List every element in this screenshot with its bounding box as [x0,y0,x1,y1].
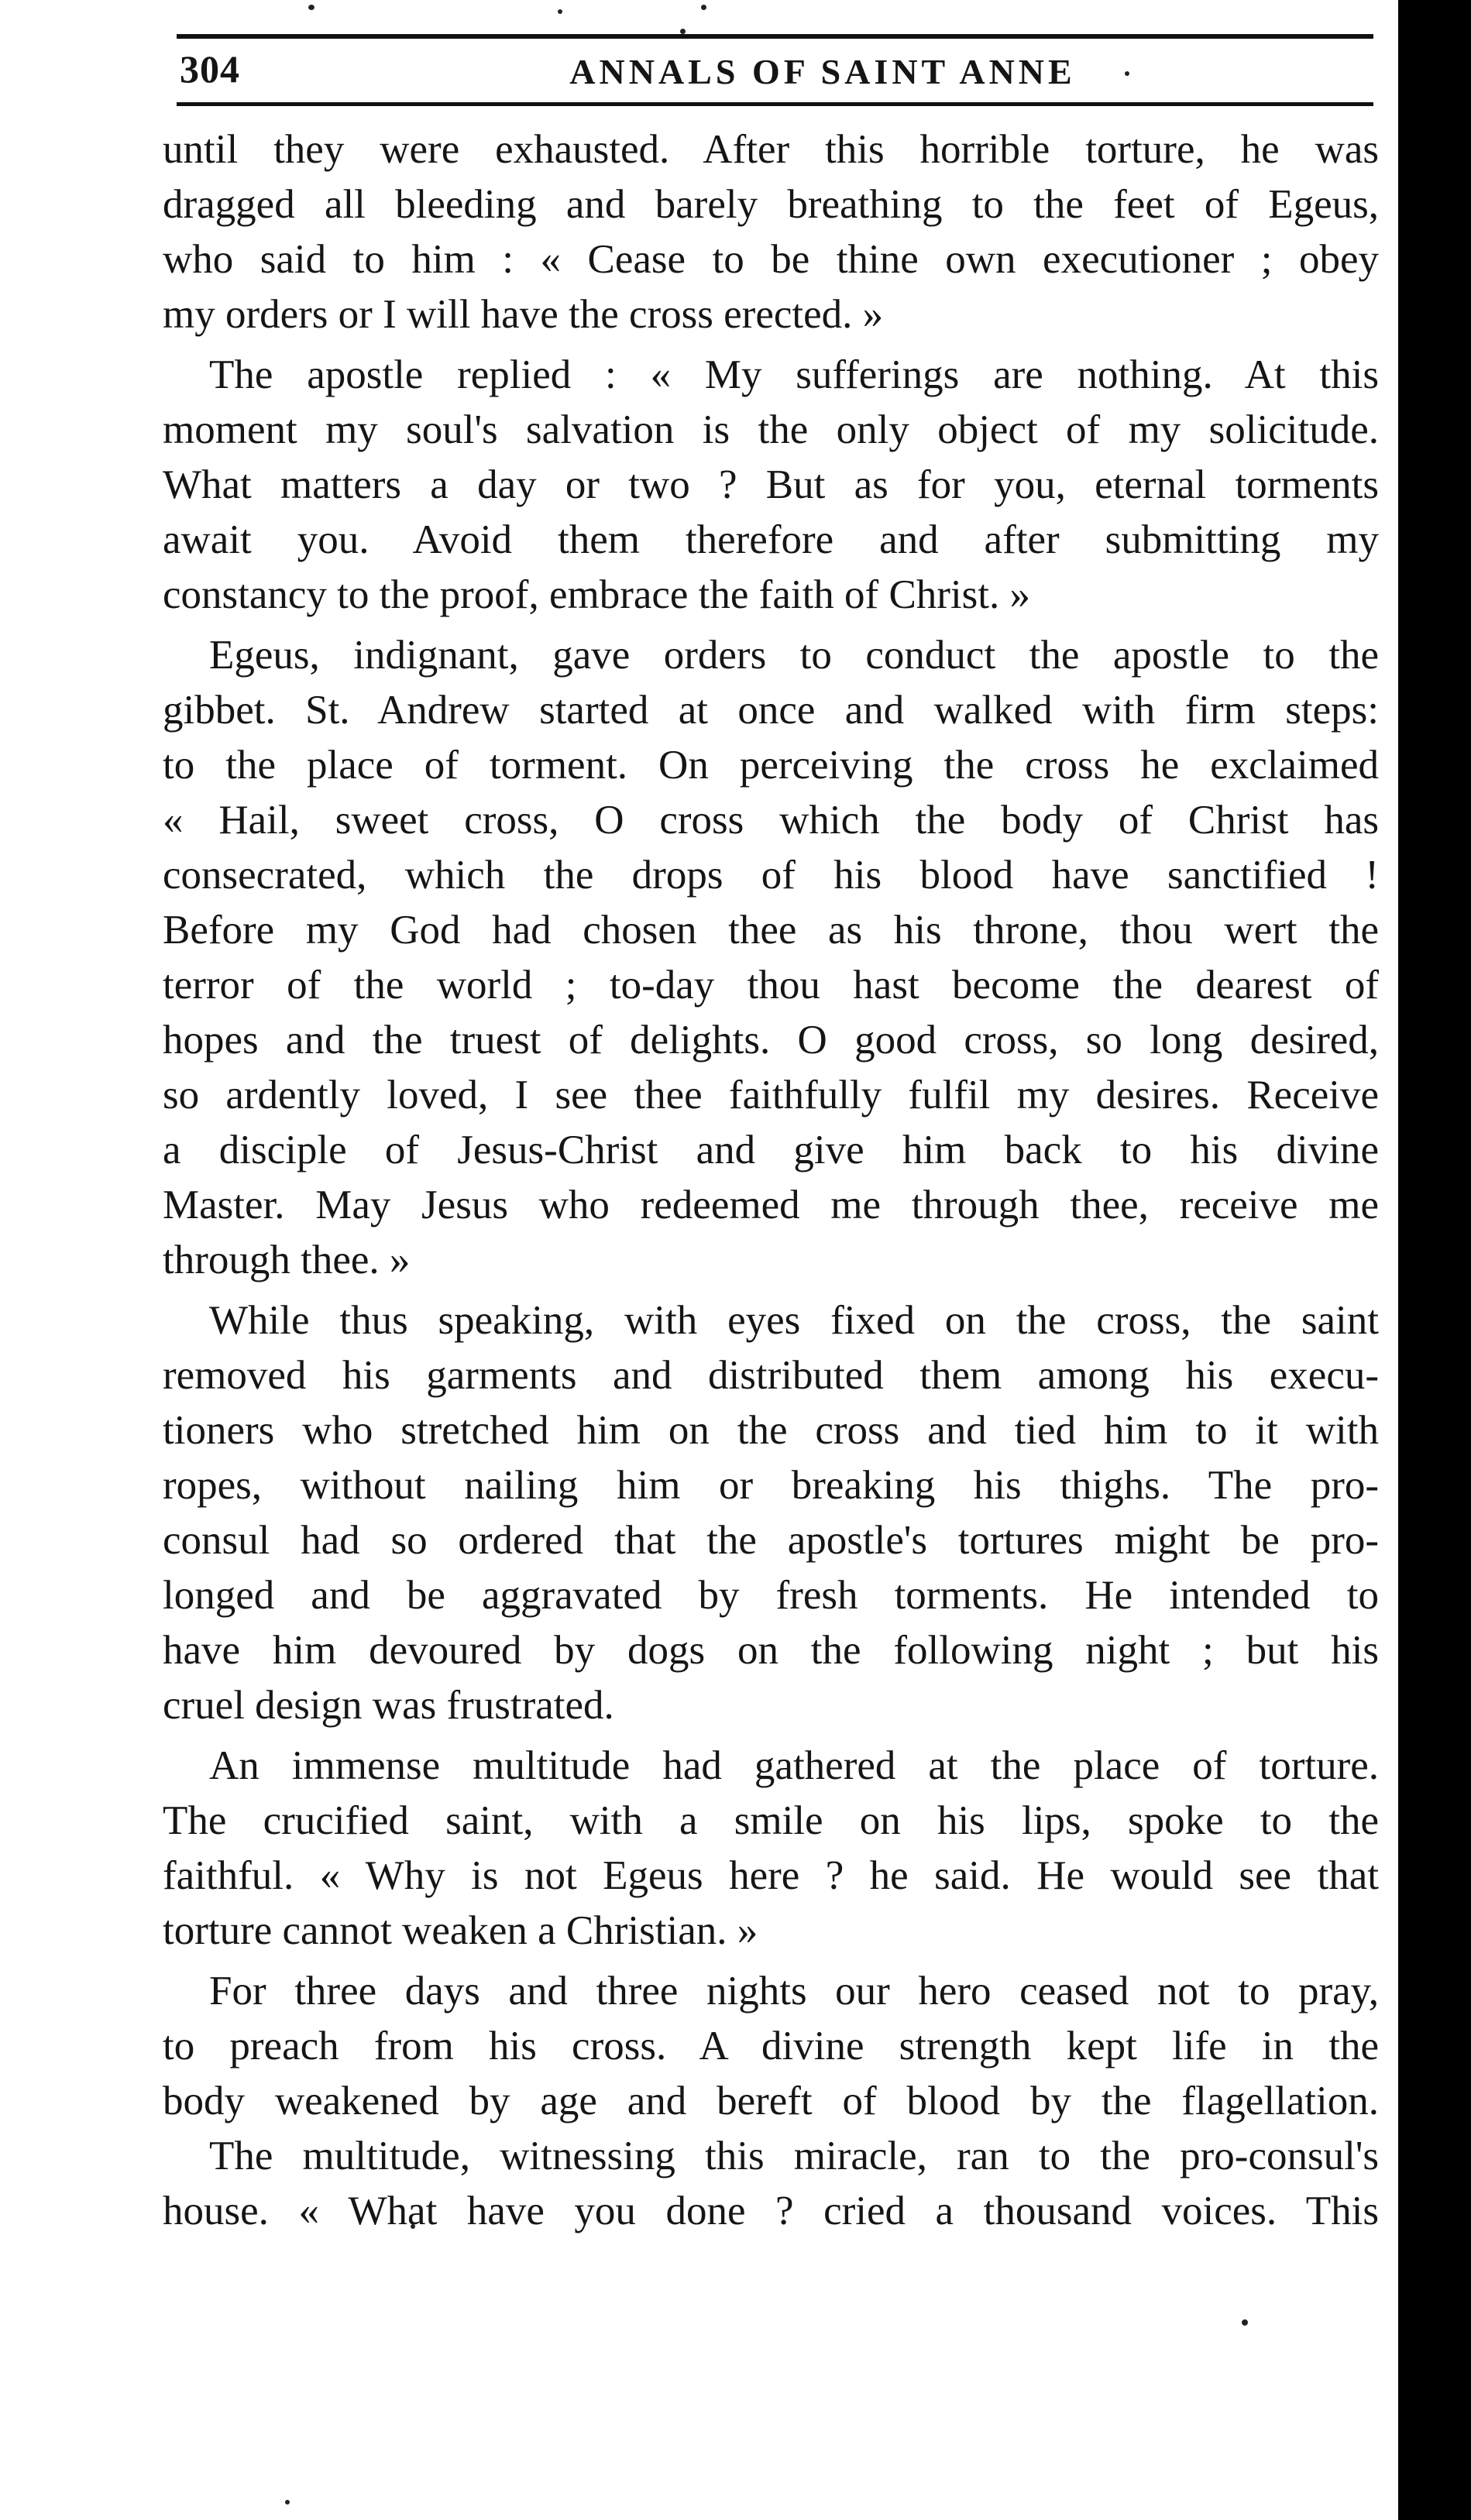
scan-speck [680,29,686,34]
text-line: consecrated, which the drops of his blood have sanctified ! [163,853,1379,898]
text-line: dragged all bleeding and barely breathing to the feet of Egeus, [163,182,1379,227]
text-line: through thee. » [163,1238,411,1282]
text-line: have him devoured by dogs on the following night ; but his [163,1628,1379,1673]
text-line: « Hail, sweet cross, O cross which the body of Christ has [163,798,1379,843]
text-line: While thus speaking, with eyes fixed on the cross, the saint [209,1298,1379,1343]
text-line: house. « What have you done ? cried a thousand voices. This [163,2189,1379,2233]
text-line: For three days and three nights our hero ceased not to pray, [209,1969,1379,2014]
text-line: The apostle replied : « My sufferings are nothing. At this [209,352,1379,397]
text-line: await you. Avoid them therefore and after submitting my [163,517,1379,562]
text-line: ropes, without nailing him or breaking his thighs. The pro- [163,1463,1379,1508]
scan-speck [285,2500,290,2505]
text-line: to the place of torment. On perceiving the cross he exclaimed [163,743,1379,788]
text-line: An immense multitude had gathered at the place of torture. [209,1743,1379,1788]
text-line: body weakened by age and bereft of blood by the flagellation. [163,2079,1379,2123]
text-line: until they were exhausted. After this horrible torture, he was [163,127,1379,172]
scan-speck [1242,2319,1248,2326]
text-line: longed and be aggravated by fresh torments. He intended to [163,1573,1379,1618]
text-line: terror of the world ; to-day thou hast become the dearest of [163,963,1379,1008]
text-line: a disciple of Jesus-Christ and give him back to his divine [163,1128,1379,1172]
text-line: What matters a day or two ? But as for you, eternal torments [163,462,1379,507]
page-number: 304 [180,47,240,91]
text-line: constancy to the proof, embrace the faith of Christ. » [163,572,1031,617]
scan-speck [558,9,562,14]
text-line: so ardently loved, I see thee faithfully fulfil my desires. Receive [163,1073,1379,1118]
text-line: Master. May Jesus who redeemed me through thee, receive me [163,1183,1379,1227]
text-line: cruel design was frustrated. [163,1683,614,1728]
header-bottom-rule [177,102,1373,106]
page-header [180,45,1373,108]
text-line: consul had so ordered that the apostle's tortures might be pro- [163,1518,1379,1563]
text-line: my orders or I will have the cross erected. » [163,292,884,337]
text-line: The crucified saint, with a smile on his lips, spoke to the [163,1798,1379,1843]
text-line: Egeus, indignant, gave orders to conduct the apostle to the [209,633,1379,678]
text-line: torture cannot weaken a Christian. » [163,1908,758,1953]
scan-edge-shadow [1398,0,1471,2520]
text-line: who said to him : « Cease to be thine own executioner ; obey [163,237,1379,282]
text-line: gibbet. St. Andrew started at once and walked with firm steps: [163,688,1379,733]
text-line: faithful. « Why is not Egeus here ? he said. He would see that [163,1853,1379,1898]
text-line: The multitude, witnessing this miracle, ran to the pro-consul's [209,2134,1379,2178]
text-line: tioners who stretched him on the cross and tied him to it with [163,1408,1379,1453]
text-line: hopes and the truest of delights. O good cross, so long desired, [163,1018,1379,1063]
header-top-rule [177,34,1373,39]
scan-speck [308,5,314,10]
text-line: Before my God had chosen thee as his throne, thou wert the [163,908,1379,953]
text-line: moment my soul's salvation is the only object of my solicitude. [163,407,1379,452]
running-title: ANNALS OF SAINT ANNE [569,52,1076,91]
scan-speck [701,5,706,10]
text-line: to preach from his cross. A divine strength kept life in the [163,2024,1379,2069]
text-line: removed his garments and distributed them among his execu- [163,1353,1379,1398]
